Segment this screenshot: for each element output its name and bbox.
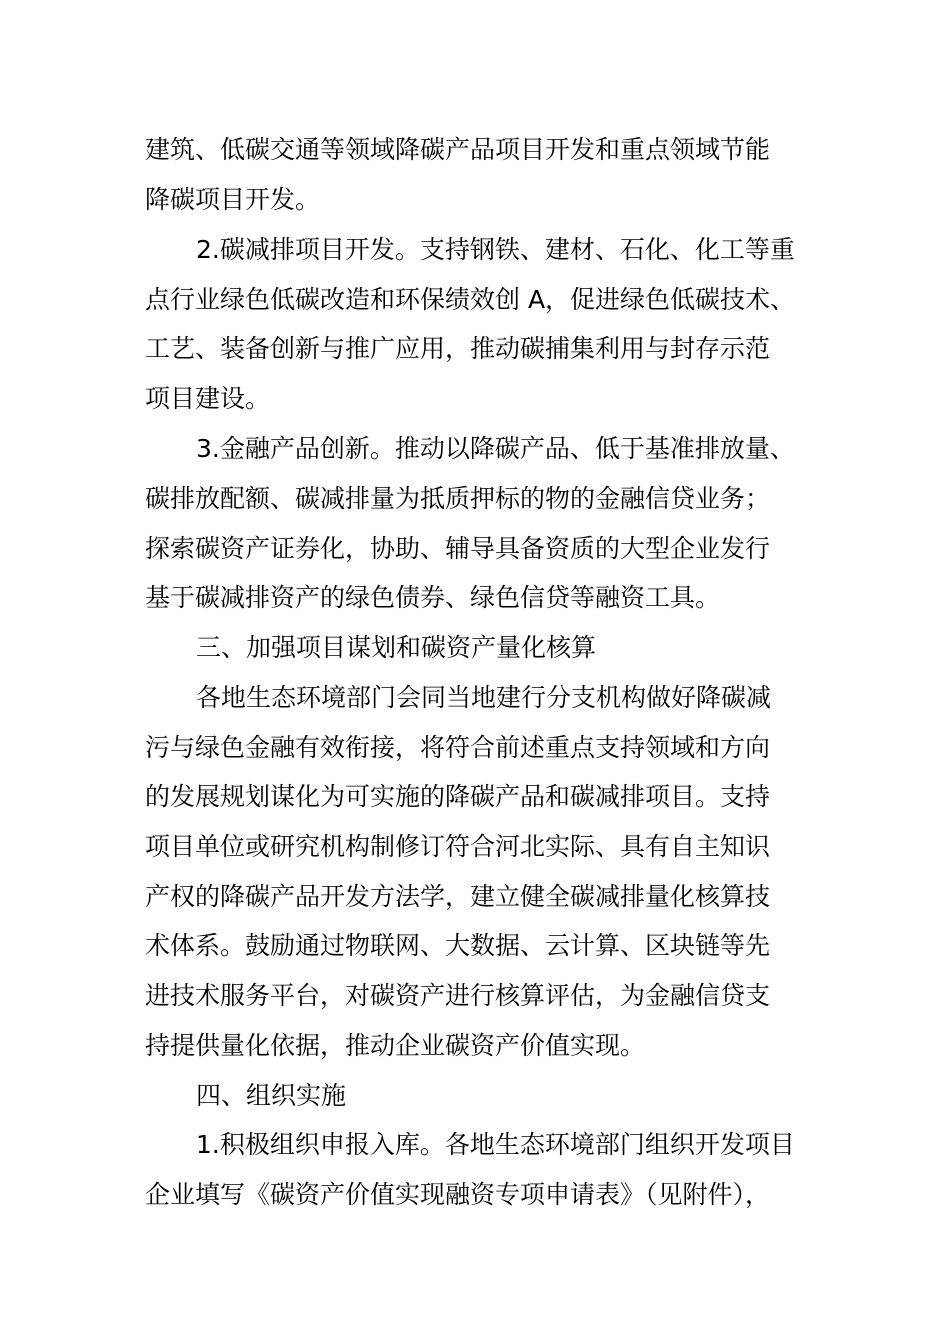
text-line: 探索碳资产证券化，协助、辅导具备资质的大型企业发行 xyxy=(145,534,771,563)
text-line: 的发展规划谋化为可实施的降碳产品和碳减排项目。支持 xyxy=(145,782,771,811)
text-line: 项目建设。 xyxy=(145,384,271,413)
text-line: 点行业绿色低碳改造和环保绩效创 A，促进绿色低碳技术、 xyxy=(145,285,796,314)
paragraph-start-line: 3.金融产品创新。推动以降碳产品、低于基准排放量、 xyxy=(196,434,795,463)
text-line: 污与绿色金融有效衔接，将符合前述重点支持领域和方向 xyxy=(145,733,771,762)
text-line: 项目单位或研究机构制修订符合河北实际、具有自主知识 xyxy=(145,832,771,861)
text-line: 降碳项目开发。 xyxy=(145,185,321,214)
text-line: 持提供量化依据，推动企业碳资产价值实现。 xyxy=(145,1031,646,1060)
paragraph-start-line: 2.碳减排项目开发。支持钢铁、建材、石化、化工等重 xyxy=(196,235,795,264)
text-line: 碳排放配额、碳减排量为抵质押标的物的金融信贷业务； xyxy=(145,484,771,513)
paragraph-start-line: 1.积极组织申报入库。各地生态环境部门组织开发项目 xyxy=(196,1130,795,1159)
text-line: 进技术服务平台，对碳资产进行核算评估，为金融信贷支 xyxy=(145,981,771,1010)
text-line: 建筑、低碳交通等领域降碳产品项目开发和重点领域节能 xyxy=(145,135,771,164)
paragraph-start-line: 各地生态环境部门会同当地建行分支机构做好降碳减 xyxy=(196,683,772,712)
text-line: 企业填写《碳资产价值实现融资专项申请表》（见附件）， xyxy=(145,1180,771,1209)
section-heading: 四、组织实施 xyxy=(196,1081,347,1110)
text-line: 产权的降碳产品开发方法学，建立健全碳减排量化核算技 xyxy=(145,882,771,911)
text-line: 术体系。鼓励通过物联网、大数据、云计算、区块链等先 xyxy=(145,931,771,960)
text-line: 基于碳减排资产的绿色债券、绿色信贷等融资工具。 xyxy=(145,583,721,612)
section-heading: 三、加强项目谋划和碳资产量化核算 xyxy=(196,633,597,662)
text-line: 工艺、装备创新与推广应用，推动碳捕集利用与封存示范 xyxy=(145,334,771,363)
